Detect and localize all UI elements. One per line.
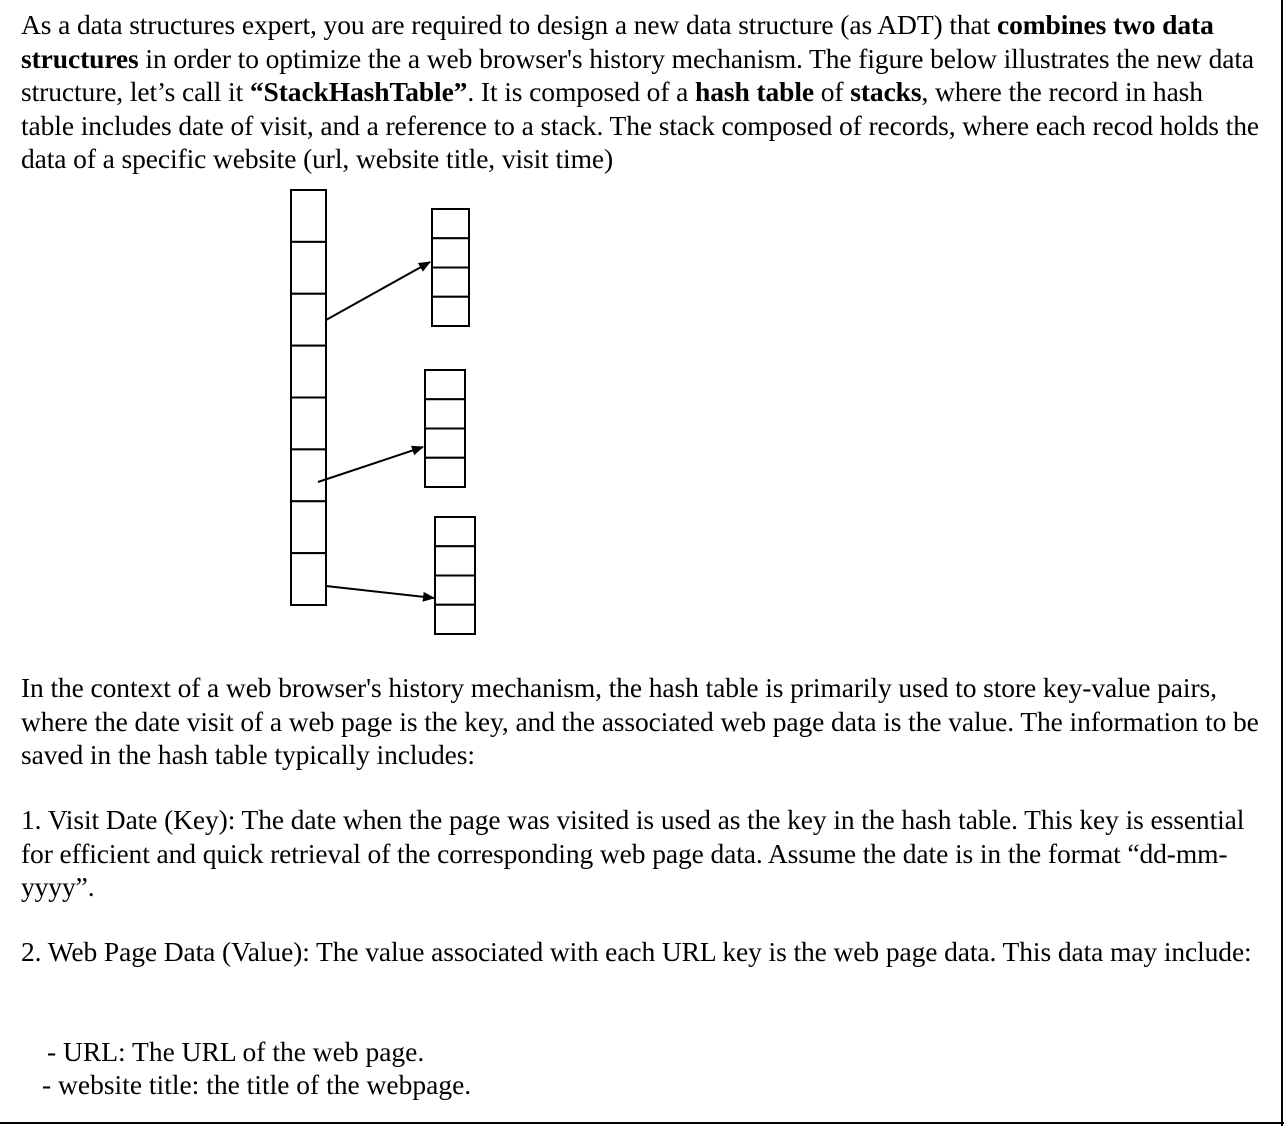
stack-record	[432, 297, 469, 326]
intro-bold-hash-table: hash table	[695, 76, 814, 107]
intro-text-5: , where the record in hash table includes date of visit, and a reference to a stack. The stack composed of records, where each recod holds the data of a specific website (url, website title, visit time)	[21, 76, 1259, 174]
stack-record	[432, 268, 469, 297]
stack-2	[425, 370, 465, 487]
stack-record	[425, 370, 465, 399]
stack-3	[435, 517, 475, 634]
stack-hash-table-diagram	[0, 180, 520, 650]
intro-text-4: of	[814, 76, 851, 107]
hash-table-slot	[291, 242, 326, 294]
stack-record	[435, 605, 475, 634]
page-border-bottom	[0, 1122, 1284, 1124]
stack-1	[432, 209, 469, 326]
hash-table-slot	[291, 190, 326, 242]
hash-table-slot	[291, 553, 326, 605]
visit-date-paragraph: 1. Visit Date (Key): The date when the page was visited is used as the key in the hash table. This key is essential for efficient and quick retrieval of the corresponding web page data. Assume the date is in the format “dd-mm-yyyy”.	[21, 804, 1245, 902]
web-page-data-paragraph: 2. Web Page Data (Value): The value associated with each URL key is the web page data. This data may include:	[21, 936, 1252, 967]
url-list-item: - URL: The URL of the web page.	[47, 1036, 425, 1067]
intro-bold-combines: combines two data structures	[21, 9, 1214, 74]
intro-text-1: As a data structures expert, you are required to design a new data structure (as ADT) that	[21, 9, 997, 40]
stack-record	[435, 546, 475, 575]
context-paragraph: In the context of a web browser's history mechanism, the hash table is primarily used to store key-value pairs, where the date visit of a web page is the key, and the associated web page data is the value. The information to be saved in the hash table typically includes:	[21, 672, 1259, 770]
hash-table	[291, 190, 326, 605]
page-border-right	[1281, 0, 1283, 1126]
stack-record	[435, 517, 475, 546]
hash-table-slot	[291, 346, 326, 398]
hash-table-slot	[291, 501, 326, 553]
intro-bold-stacks: stacks	[850, 76, 922, 107]
hash-table-slot	[291, 449, 326, 501]
stack-record	[425, 458, 465, 487]
intro-text-2: in order to optimize the a web browser's history mechanism. The figure below illustrates the new data structure, let’s call it	[21, 42, 1254, 107]
reference-arrow	[326, 262, 430, 320]
website-title-list-item: - website title: the title of the webpage.	[42, 1069, 472, 1100]
hash-table-slot	[291, 294, 326, 346]
stack-record	[432, 238, 469, 267]
stack-record	[435, 576, 475, 605]
stack-record	[425, 399, 465, 428]
stack-record	[425, 429, 465, 458]
intro-text-3: . It is composed of a	[467, 76, 696, 107]
hash-table-slot	[291, 398, 326, 450]
reference-arrow	[318, 447, 423, 482]
intro-bold-name: “StackHashTable”	[249, 76, 468, 107]
stack-record	[432, 209, 469, 238]
reference-arrows	[318, 262, 434, 598]
intro-paragraph	[21, 8, 1261, 176]
reference-arrow	[326, 586, 434, 598]
